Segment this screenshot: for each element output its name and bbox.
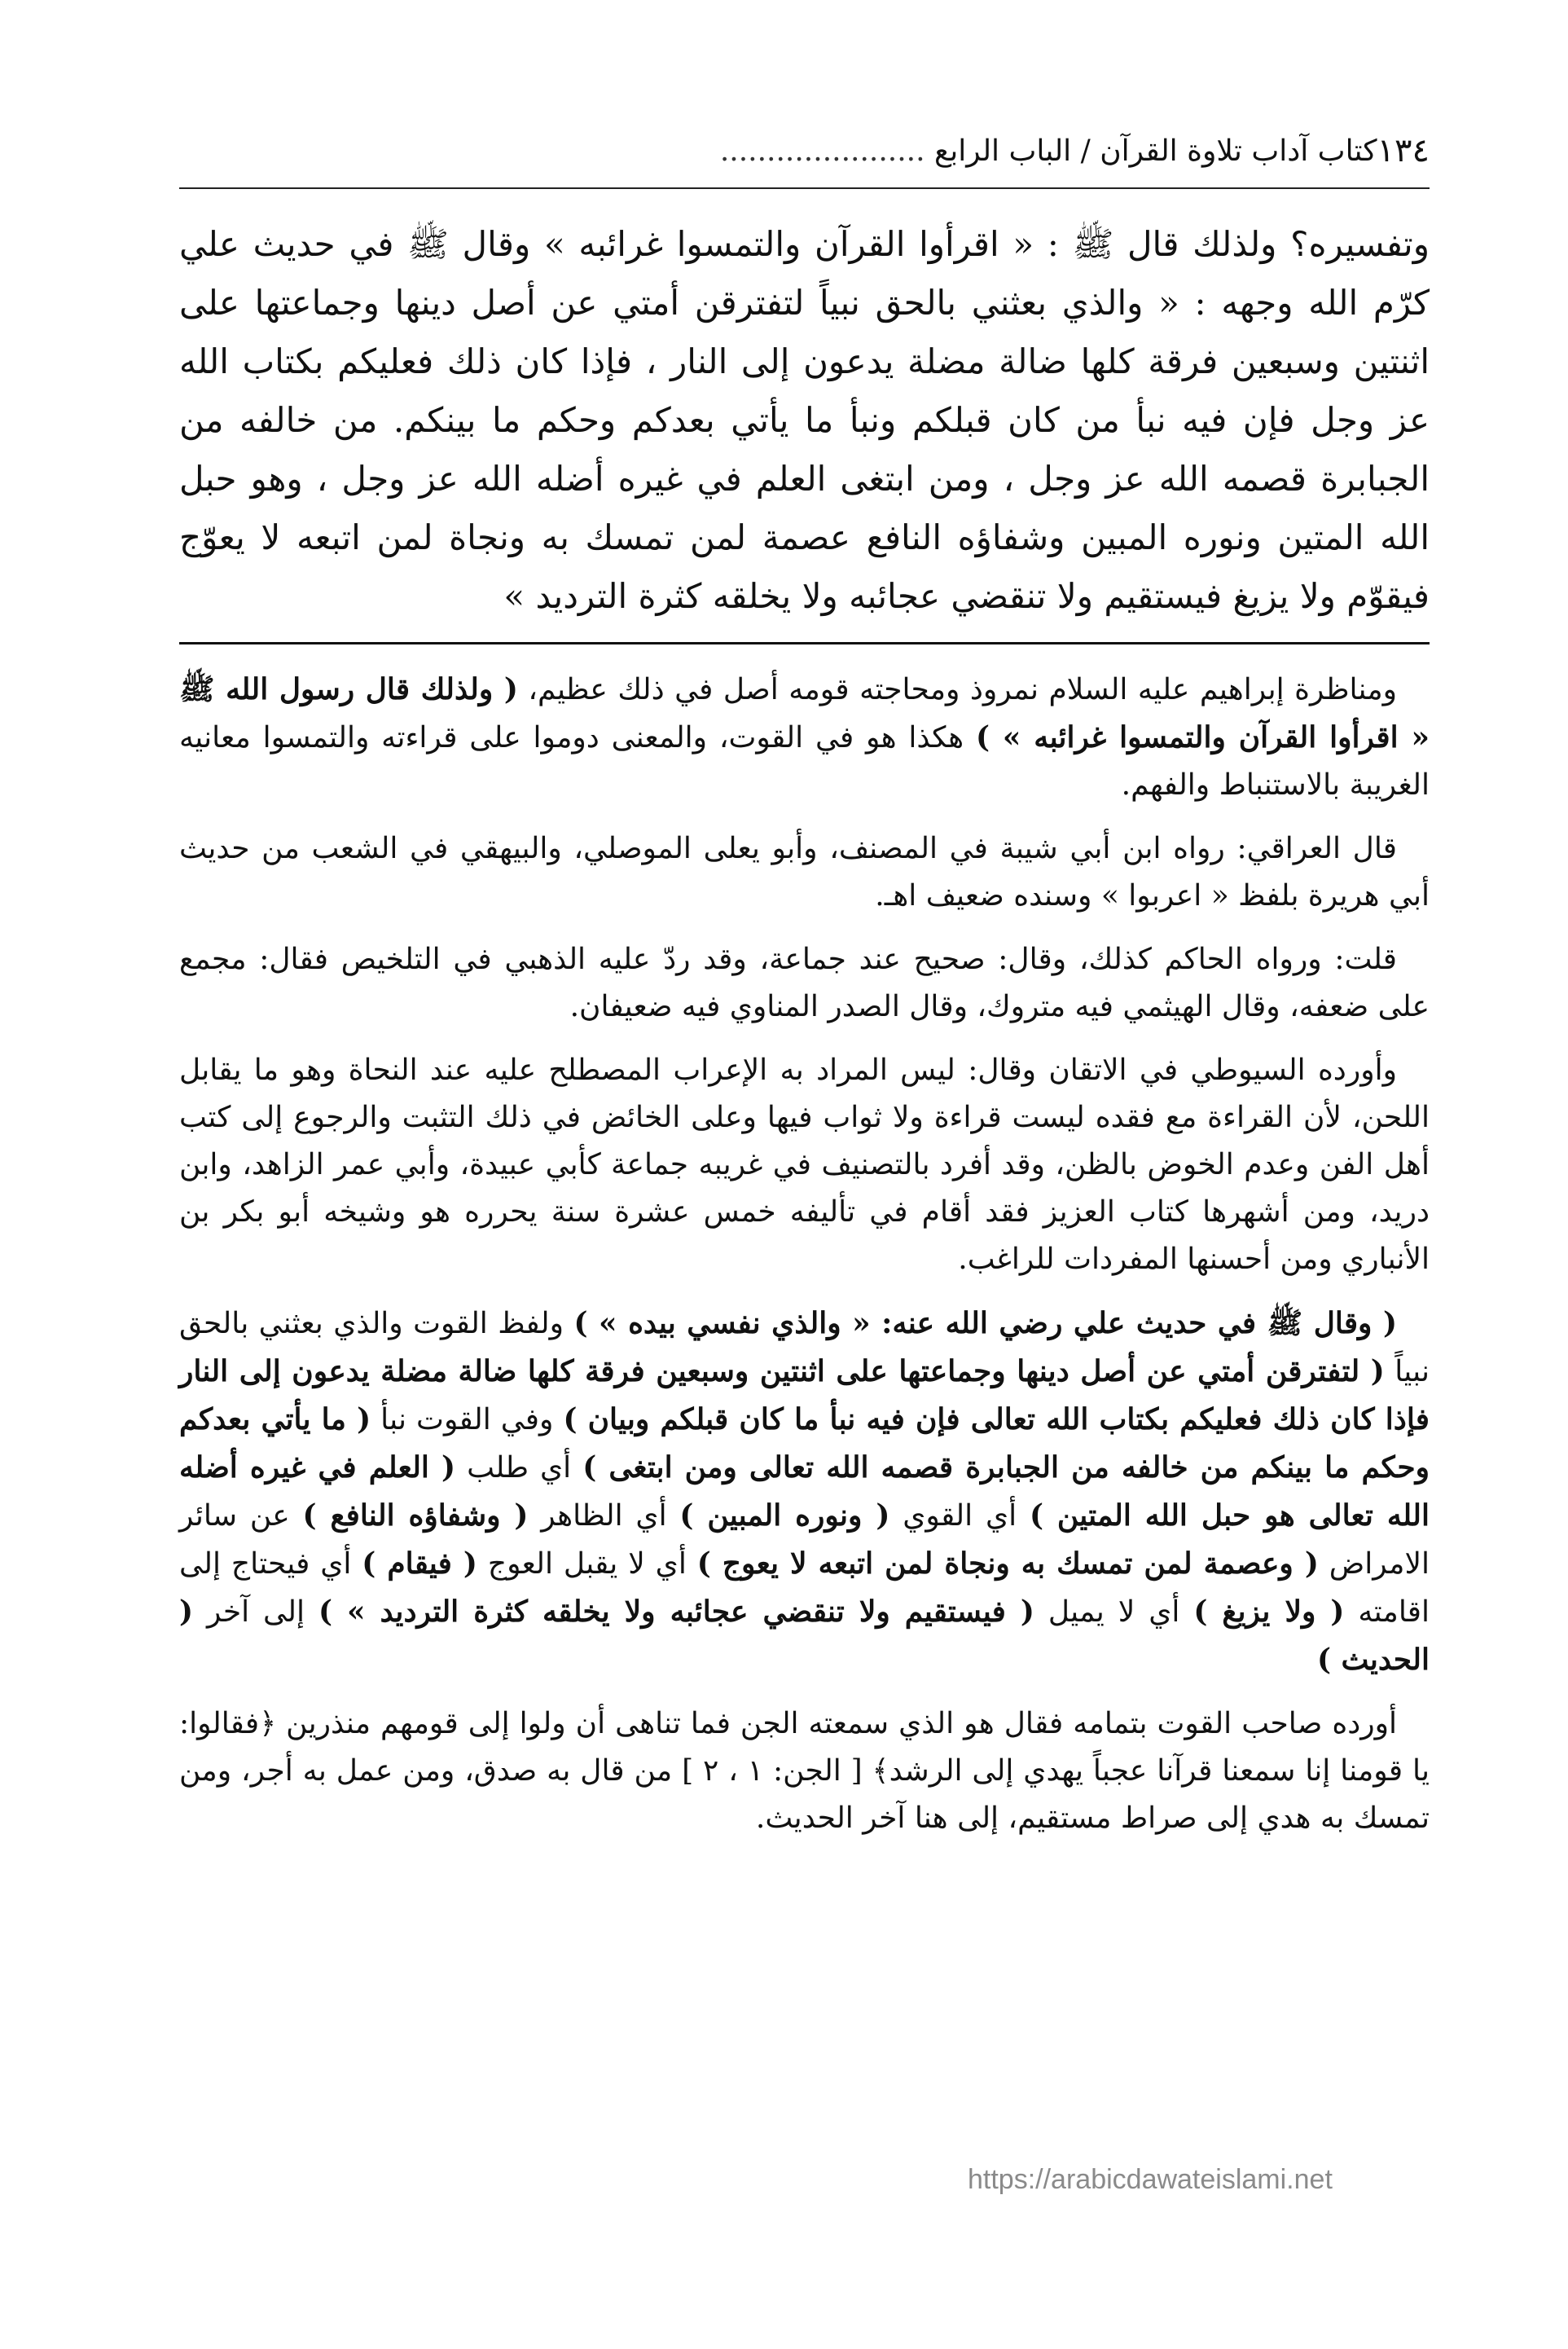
commentary-text: أي الظاهر [528,1499,680,1533]
commentary [179,666,1430,1842]
commentary-paragraph [179,1047,1430,1283]
quoted-text-bold: ( ولذلك قال رسول الله ﷺ « اقرأوا القرآن والتمسوا غرائبه » ) [179,672,1430,754]
quoted-text-bold: ( ما يأتي بعدكم وحكم ما بينكم من خالفه من الجبابرة قصمه الله تعالى ومن ابتغى ) [179,1402,1430,1485]
leader-dots: ...................... [719,134,925,168]
quoted-text-bold: ( فيقام ) [362,1546,477,1581]
commentary-text: وفي القوت نبأ [371,1403,564,1436]
page-number: ١٣٤ [1377,132,1430,169]
quoted-text-bold: ( فيستقيم ولا تنقضي عجائبه ولا يخلقه كثرة الترديد » ) [318,1595,1034,1629]
commentary-paragraph [179,936,1430,1031]
quoted-text-bold: ( وعصمة لمن تمسك به ونجاة لمن اتبعه لا يعوج ) [696,1546,1319,1581]
quoted-text-bold: ( وقال ﷺ في حديث علي رضي الله عنه: « والذي نفسي بيده » ) [573,1306,1397,1340]
main-text [179,215,1430,626]
commentary-text: أي لا يميل [1034,1595,1194,1629]
commentary-text: عن سائر الامراض [179,1499,1430,1581]
quoted-text-bold: ( العلم في غيره أضله الله تعالى هو حبل الله المتين ) [179,1450,1430,1533]
commentary-text: ولفظ القوت والذي بعثني بالحق نبياً [179,1307,1430,1388]
commentary-text: قال العراقي: رواه ابن أبي شيبة في المصنف، وأبو يعلى الموصلي، والبيهقي في الشعب من حديث أبي هريرة بلفظ « اعربوا » وسنده ضعيف اهـ. [179,832,1430,913]
commentary-paragraph [179,666,1430,809]
commentary-text: أي فيحتاج إلى اقامته [179,1547,1430,1629]
commentary-text: أي لا يقبل العوج [477,1547,697,1581]
quoted-text-bold: ( ونوره المبين ) [679,1498,890,1533]
commentary-text: أورده صاحب القوت بتمامه فقال هو الذي سمعته الجن فما تناهى أن ولوا إلى قومهم منذرين ﴿فقالوا: يا قومنا إنا سمعنا قرآنا عجباً يهدي إلى الرشد﴾ [ الجن: ١ ، ٢ ] من قال به صدق، ومن عمل به أجر، ومن تمسك به هدي إلى صراط مستقيم، إلى هنا آخر الحديث. [179,1707,1430,1835]
commentary-paragraph [179,1700,1430,1842]
running-header [179,122,1430,189]
commentary-text: ومناظرة إبراهيم عليه السلام نمروذ ومحاجته قومه أصل في ذلك عظيم، [517,673,1397,706]
commentary-text: هكذا هو في القوت، والمعنى دوموا على قراءته والتمسوا معانيه الغريبة بالاستنباط والفهم. [179,721,1430,802]
commentary-text: قلت: ورواه الحاكم كذلك، وقال: صحيح عند جماعة، وقد ردّ عليه الذهبي في التلخيص فقال: مجمع على ضعفه، وقال الهيثمي فيه متروك، وقال الصدر المناوي فيه ضعيفان. [179,943,1430,1023]
quoted-text-bold: ( ولا يزيغ ) [1193,1595,1345,1629]
commentary-text: أي القوي [889,1499,1030,1533]
commentary-paragraph [179,825,1430,920]
commentary-text: وأورده السيوطي في الاتقان وقال: ليس المراد به الإعراب المصطلح عليه عند النحاة وهو ما يقابل اللحن، لأن القراءة مع فقده ليست قراءة ولا ثواب فيها وعلى الخائض في ذلك التثبت والرجوع إلى كتب أهل الفن وعدم الخوض بالظن، وقد أفرد بالتصنيف في غريبه جماعة كأبي عبيدة، وأبي عمر الزاهد، وابن دريد، ومن أشهرها كتاب العزيز فقد أقام في تأليفه خمس عشرة سنة يحرره هو وشيخه أبو بكر بن الأنباري ومن أحسنها المفردات للراغب. [179,1054,1430,1276]
quoted-text-bold: ( وشفاؤه النافع ) [302,1498,529,1533]
quoted-text-bold: ( الحديث ) [179,1595,1430,1677]
watermark-url: https://arabicdawateislami.net [968,2164,1333,2195]
commentary-paragraph [179,1300,1430,1684]
commentary-text: أي طلب [455,1451,583,1485]
running-title [179,134,1377,168]
commentary-text: إلى آخر [193,1595,318,1629]
main-paragraph: وتفسيره؟ ولذلك قال ﷺ : « اقرأوا القرآن والتمسوا غرائبه » وقال ﷺ في حديث علي كرّم الله وجهه : « والذي بعثني بالحق نبياً لتفترقن أمتي عن أصل دينها وجماعتها على اثنتين وسبعين فرقة كلها ضالة مضلة يدعون إلى النار ، فإذا كان ذلك فعليكم بكتاب الله عز وجل فإن فيه نبأ من كان قبلكم ونبأ ما يأتي بعدكم وحكم ما بينكم. من خالفه من الجبابرة قصمه الله عز وجل ، ومن ابتغى العلم في غيره أضله الله عز وجل ، وهو حبل الله المتين ونوره المبين وشفاؤه النافع عصمة لمن تمسك به ونجاة لمن اتبعه لا يعوّج فيقوّم ولا يزيغ فيستقيم ولا تنقضي عجائبه ولا يخلقه كثرة الترديد » [179,224,1430,616]
book-page [179,122,1430,2257]
footnote-divider [179,642,1430,644]
running-title-text: كتاب آداب تلاوة القرآن / الباب الرابع [934,134,1377,168]
quoted-text-bold: ( لتفترقن أمتي عن أصل دينها وجماعتها على اثنتين وسبعين فرقة كلها ضالة مضلة يدعون إلى النار فإذا كان ذلك فعليكم بكتاب الله تعالى فإن فيه نبأ ما كان قبلكم وبيان ) [179,1354,1430,1436]
